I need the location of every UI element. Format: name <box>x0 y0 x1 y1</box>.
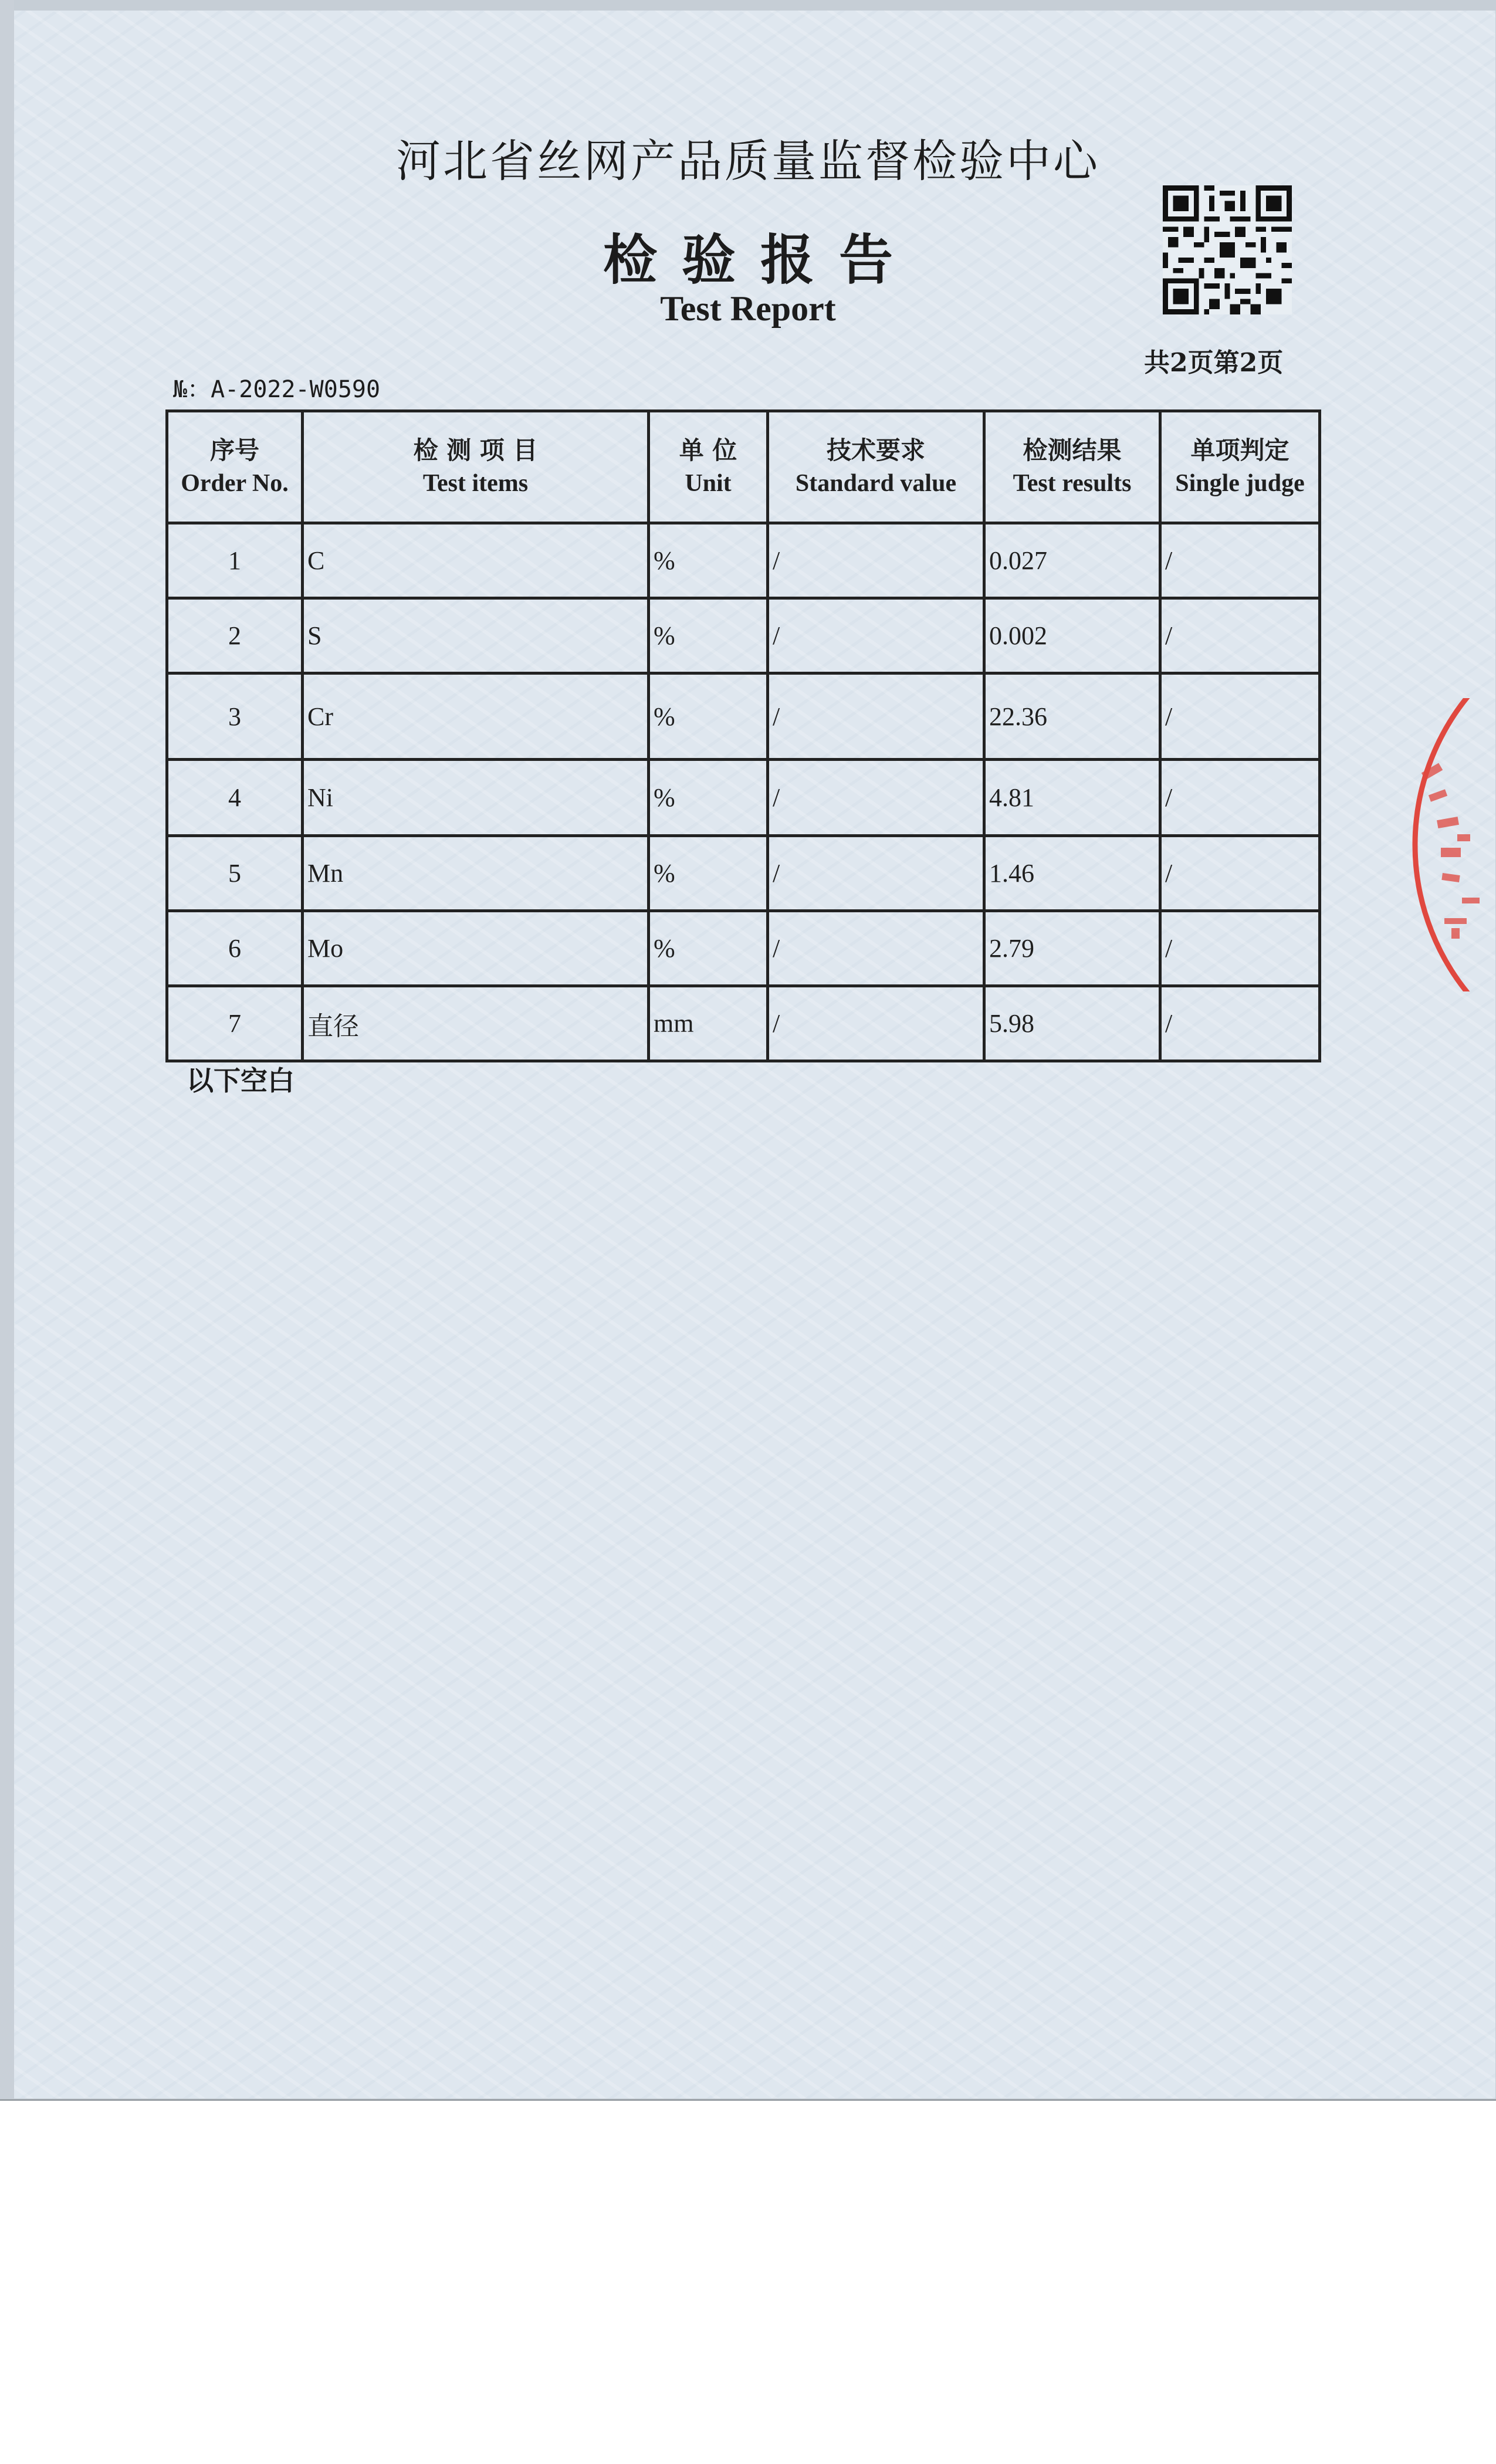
cell-judge: / <box>1160 986 1320 1061</box>
cell-result: 5.98 <box>984 986 1160 1061</box>
blank-below-note: 以下空白 <box>187 1065 295 1096</box>
page-count: 共2页第2页 <box>1144 348 1284 378</box>
table-row <box>167 598 1320 673</box>
cell-result: 22.36 <box>984 673 1160 760</box>
cell-standard: / <box>768 523 984 598</box>
table-row <box>167 911 1320 986</box>
header-unit: 单 位 Unit <box>649 411 768 523</box>
table-row <box>167 760 1320 836</box>
cell-judge: / <box>1160 836 1320 911</box>
cell-unit: % <box>649 760 768 836</box>
scan-top-edge <box>0 0 1496 11</box>
header-single-judge: 单项判定 Single judge <box>1160 411 1320 523</box>
cell-unit: % <box>649 523 768 598</box>
organization-name: 河北省丝网产品质量监督检验中心 <box>396 135 1100 187</box>
cell-order-no: 2 <box>167 598 303 673</box>
cell-unit: % <box>649 836 768 911</box>
cell-test-item: C <box>303 523 649 598</box>
cell-standard: / <box>768 673 984 760</box>
cell-order-no: 7 <box>167 986 303 1061</box>
cell-order-no: 3 <box>167 673 303 760</box>
table-row <box>167 836 1320 911</box>
cell-test-item: 直径 <box>303 986 649 1061</box>
cell-order-no: 5 <box>167 836 303 911</box>
cell-standard: / <box>768 986 984 1061</box>
cell-standard: / <box>768 911 984 986</box>
cell-unit: mm <box>649 986 768 1061</box>
cell-result: 0.002 <box>984 598 1160 673</box>
cell-judge: / <box>1160 523 1320 598</box>
cell-standard: / <box>768 760 984 836</box>
cell-order-no: 6 <box>167 911 303 986</box>
header-order-no: 序号 Order No. <box>167 411 303 523</box>
table-row <box>167 673 1320 760</box>
test-results-table <box>165 409 1321 1062</box>
header-standard-value: 技术要求 Standard value <box>768 411 984 523</box>
header-test-items: 检 测 项 目 Test items <box>303 411 649 523</box>
report-title-english: Test Report <box>660 289 836 328</box>
cell-result: 4.81 <box>984 760 1160 836</box>
cell-result: 1.46 <box>984 836 1160 911</box>
cell-judge: / <box>1160 598 1320 673</box>
cell-result: 2.79 <box>984 911 1160 986</box>
header-test-results: 检测结果 Test results <box>984 411 1160 523</box>
report-title-chinese: 检验报告 <box>603 228 918 292</box>
table-row <box>167 986 1320 1061</box>
cell-judge: / <box>1160 760 1320 836</box>
cell-order-no: 1 <box>167 523 303 598</box>
table-header-row <box>167 411 1320 523</box>
cell-standard: / <box>768 598 984 673</box>
official-seal-icon <box>1403 698 1496 991</box>
cell-test-item: Mo <box>303 911 649 986</box>
cell-judge: / <box>1160 911 1320 986</box>
cell-standard: / <box>768 836 984 911</box>
cell-test-item: Ni <box>303 760 649 836</box>
table-row <box>167 523 1320 598</box>
cell-judge: / <box>1160 673 1320 760</box>
cell-result: 0.027 <box>984 523 1160 598</box>
cell-unit: % <box>649 911 768 986</box>
cell-test-item: S <box>303 598 649 673</box>
cell-unit: % <box>649 598 768 673</box>
cell-test-item: Mn <box>303 836 649 911</box>
cell-order-no: 4 <box>167 760 303 836</box>
cell-unit: % <box>649 673 768 760</box>
report-number: №：A-2022-W0590 <box>173 376 381 403</box>
cell-test-item: Cr <box>303 673 649 760</box>
